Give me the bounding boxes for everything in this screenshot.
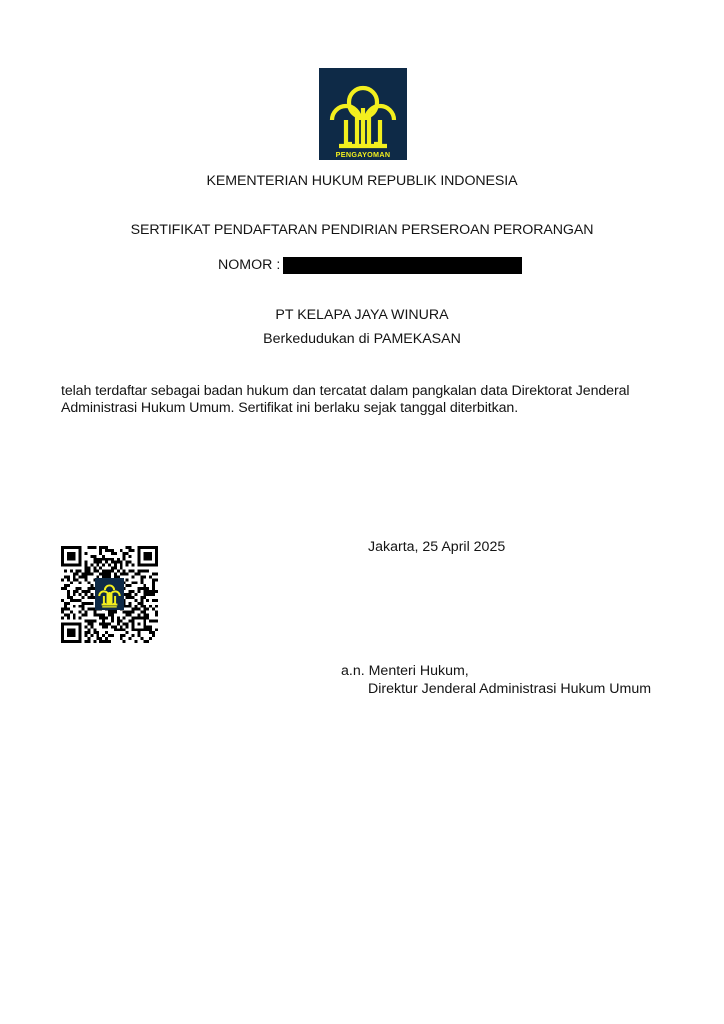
certificate-number-redacted: [283, 257, 522, 274]
company-domicile: Berkedudukan di PAMEKASAN: [263, 331, 461, 347]
svg-text:PENGAYOMAN: PENGAYOMAN: [335, 150, 391, 159]
on-behalf-of: a.n. Menteri Hukum,: [341, 663, 469, 679]
signatory-title: Direktur Jenderal Administrasi Hukum Umum: [368, 681, 652, 697]
company-name: PT KELAPA JAYA WINURA: [275, 307, 449, 323]
pengayoman-emblem-icon: [95, 578, 124, 610]
certificate-number-row: [218, 256, 522, 274]
ministry-name: KEMENTERIAN HUKUM REPUBLIK INDONESIA: [206, 173, 518, 189]
certificate-number-label: NOMOR :: [218, 257, 281, 273]
pengayoman-emblem-icon: [319, 68, 407, 160]
pengayoman-logo: [319, 68, 407, 160]
qr-center-logo: [95, 578, 124, 610]
issue-place-date: Jakarta, 25 April 2025: [368, 539, 506, 555]
certificate-title: SERTIFIKAT PENDAFTARAN PENDIRIAN PERSEROAN PERORANGAN: [130, 222, 594, 238]
registration-statement: telah terdaftar sebagai badan hukum dan tercatat dalam pangkalan data Direktorat Jenderal Administrasi Hukum Umum. Sertifikat ini berlaku sejak tanggal diterbitkan.: [61, 383, 630, 416]
